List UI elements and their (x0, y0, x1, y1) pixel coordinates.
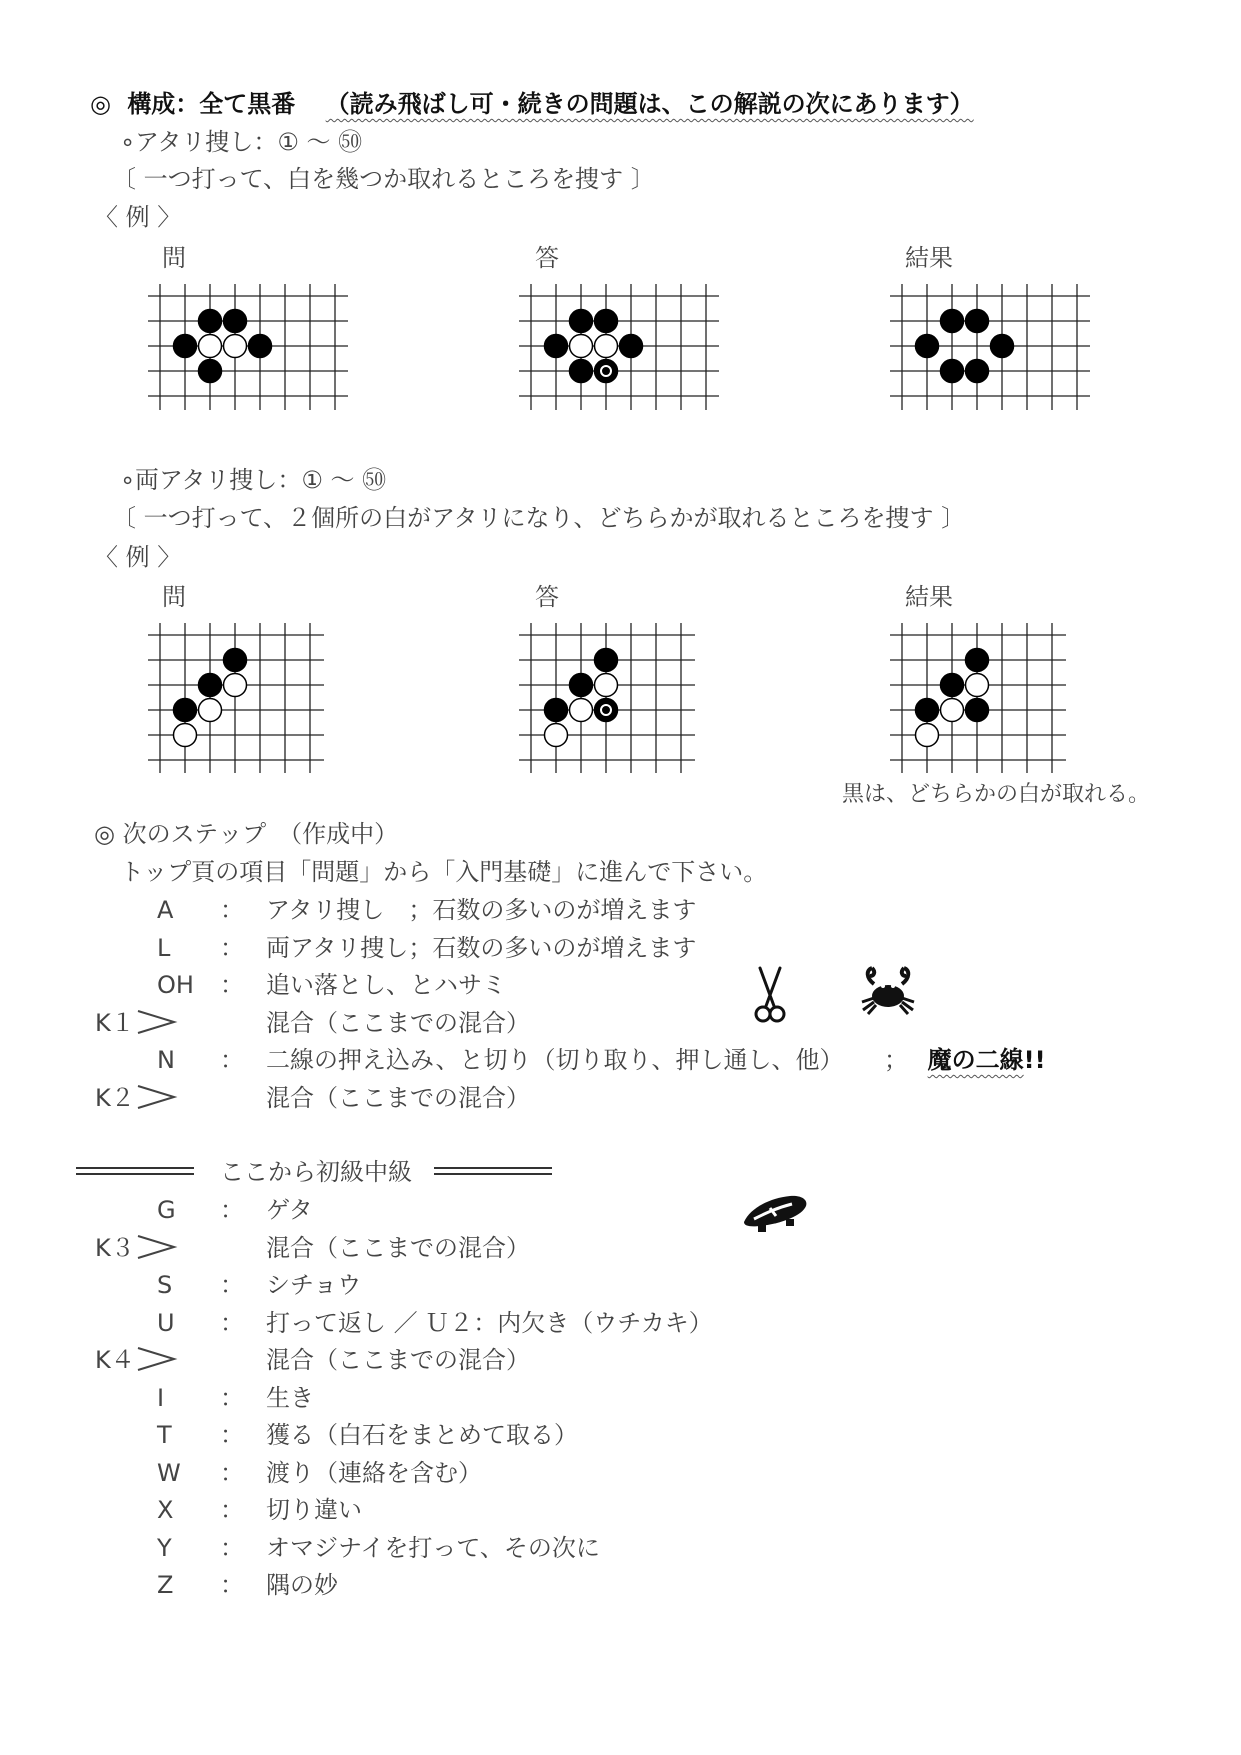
step-text: ゲタ (266, 1196, 313, 1224)
geta-sandal-icon (740, 1192, 810, 1234)
step-text: 両アタリ捜し；石数の多いのが増えます (266, 933, 697, 962)
page-heading (90, 92, 974, 116)
step-text: 渡り（連絡を含む） (266, 1458, 482, 1487)
step-code: OH (157, 971, 194, 999)
section1-desc: 〔 一つ打って、白を幾つか取れるところを捜す 〕 (112, 165, 655, 193)
divider-line-right (434, 1167, 552, 1175)
step-separator: ： (220, 1046, 244, 1074)
n-row-highlight: 魔の二線 (927, 1046, 1024, 1074)
black-stone (570, 360, 593, 383)
step-text: アタリ捜し ；石数の多いのが増えます (266, 896, 697, 924)
white-stone (595, 674, 618, 697)
double-circle-mark: ◎ (90, 90, 111, 118)
black-stone (595, 310, 618, 333)
section1-result-label: 結果 (905, 244, 953, 272)
step-code: A (157, 896, 174, 924)
section2-question-label: 問 (162, 583, 186, 611)
step-text: 隅の妙 (266, 1571, 338, 1599)
black-stone (941, 310, 964, 333)
step-code: Z (157, 1571, 174, 1599)
section2-result-label: 結果 (905, 583, 953, 611)
step-code: K４ (95, 1346, 135, 1374)
section2-answer-label: 答 (535, 583, 559, 611)
black-stone (570, 674, 593, 697)
step-code: K２ (95, 1083, 135, 1112)
black-stone (620, 335, 643, 358)
white-stone (595, 335, 618, 358)
white-stone (966, 674, 989, 697)
section1-answer-label: 答 (535, 244, 559, 272)
step-text: 混合（ここまでの混合） (266, 1233, 530, 1262)
black-stone (545, 699, 568, 722)
n-row-bang: !! (1023, 1046, 1046, 1074)
crab-icon (858, 966, 918, 1016)
black-stone (199, 360, 222, 383)
step-separator: ： (220, 1196, 244, 1224)
step-code: L (157, 933, 171, 962)
step-text: 混合（ここまでの混合） (266, 1083, 530, 1112)
black-stone (941, 674, 964, 697)
go-board-ex1-answer (519, 284, 719, 410)
chevron-arrow-icon (136, 1084, 178, 1110)
divider-label: ここから初級中級 (220, 1158, 412, 1186)
step-separator: ： (220, 896, 244, 924)
black-stone (941, 360, 964, 383)
black-stone (174, 699, 197, 722)
section2-title: ∘両アタリ捜し：① 〜 ㊿ (120, 466, 387, 494)
step-text: 混合（ここまでの混合） (266, 1346, 530, 1374)
white-stone (916, 724, 939, 747)
step-code: X (157, 1496, 174, 1524)
white-stone (570, 699, 593, 722)
black-stone (991, 335, 1014, 358)
black-stone (545, 335, 568, 358)
black-stone (966, 360, 989, 383)
divider-line-left (76, 1167, 194, 1175)
next-heading: ◎ 次のステップ （作成中） (94, 820, 399, 848)
step-separator: ： (220, 1383, 244, 1412)
step-text: 混合（ここまでの混合） (266, 1008, 530, 1037)
white-stone (224, 674, 247, 697)
go-board-ex2-result (890, 623, 1066, 773)
n-row-semicolon: ； (884, 1046, 908, 1074)
marked-black-stone (595, 360, 618, 383)
step-separator: ： (220, 1496, 244, 1524)
step-code: I (157, 1383, 165, 1412)
section2-desc: 〔 一つ打って、２個所の白がアタリになり、どちらかが取れるところを捜す 〕 (112, 504, 966, 532)
black-stone (595, 649, 618, 672)
step-code: T (157, 1421, 172, 1449)
section1-question-label: 問 (162, 244, 186, 272)
step-text: 切り違い (266, 1496, 362, 1524)
heading-note: （読み飛ばし可・続きの問題は、この解説の次にあります） (325, 90, 974, 118)
section1-example-label: 〈 例 〉 (94, 203, 182, 231)
step-text: 追い落とし、とハサミ (266, 971, 506, 999)
n-row-extra (884, 1048, 1046, 1072)
black-stone (916, 335, 939, 358)
black-stone (570, 310, 593, 333)
step-separator: ： (220, 1533, 244, 1562)
black-stone (966, 699, 989, 722)
step-separator: ： (220, 1571, 244, 1599)
go-board-ex1-question (148, 284, 348, 410)
step-text: 生き (266, 1383, 314, 1412)
go-board-ex2-answer (519, 623, 695, 773)
step-separator: ： (220, 1308, 244, 1337)
step-code: K１ (95, 1008, 135, 1037)
step-code: G (157, 1196, 176, 1224)
black-stone (916, 699, 939, 722)
step-text: 獲る（白石をまとめて取る） (266, 1421, 578, 1449)
white-stone (941, 699, 964, 722)
step-code: Y (157, 1533, 172, 1562)
step-separator: ： (220, 1458, 244, 1487)
chevron-arrow-icon (136, 1346, 178, 1372)
step-separator: ： (220, 933, 244, 962)
chevron-arrow-icon (136, 1009, 178, 1035)
black-stone (966, 310, 989, 333)
white-stone (174, 724, 197, 747)
step-code: W (157, 1458, 181, 1487)
white-stone (199, 699, 222, 722)
chevron-arrow-icon (136, 1234, 178, 1260)
black-stone (224, 310, 247, 333)
black-stone (174, 335, 197, 358)
white-stone (570, 335, 593, 358)
section1-title: ∘アタリ捜し：① 〜 ㊿ (120, 128, 363, 156)
step-code: N (157, 1046, 175, 1074)
heading-title: 構成：全て黒番 (127, 90, 296, 118)
step-separator: ： (220, 1271, 244, 1299)
white-stone (545, 724, 568, 747)
white-stone (224, 335, 247, 358)
step-separator: ： (220, 971, 244, 999)
step-text: 打って返し ／ Ｕ２：内欠き（ウチカキ） (266, 1308, 713, 1337)
step-code: K３ (95, 1233, 135, 1262)
black-stone (224, 649, 247, 672)
black-stone (199, 310, 222, 333)
black-stone (966, 649, 989, 672)
step-code: U (157, 1308, 175, 1337)
board-grid (148, 623, 324, 773)
section2-caption: 黒は、どちらかの白が取れる。 (842, 782, 1151, 807)
go-board-ex1-result (890, 284, 1090, 410)
black-stone (249, 335, 272, 358)
next-intro: トップ頁の項目「問題」から「入門基礎」に進んで下さい。 (120, 858, 768, 886)
scissors-icon (752, 966, 788, 1024)
step-text: 二線の押え込み、と切り（切り取り、押し通し、他） (266, 1046, 844, 1074)
white-stone (199, 335, 222, 358)
step-text: シチョウ (266, 1271, 362, 1299)
section2-example-label: 〈 例 〉 (94, 543, 182, 571)
step-text: オマジナイを打って、その次に (266, 1533, 600, 1562)
step-code: S (157, 1271, 173, 1299)
go-board-ex2-question (148, 623, 324, 773)
marked-black-stone (595, 699, 618, 722)
black-stone (199, 674, 222, 697)
step-separator: ： (220, 1421, 244, 1449)
